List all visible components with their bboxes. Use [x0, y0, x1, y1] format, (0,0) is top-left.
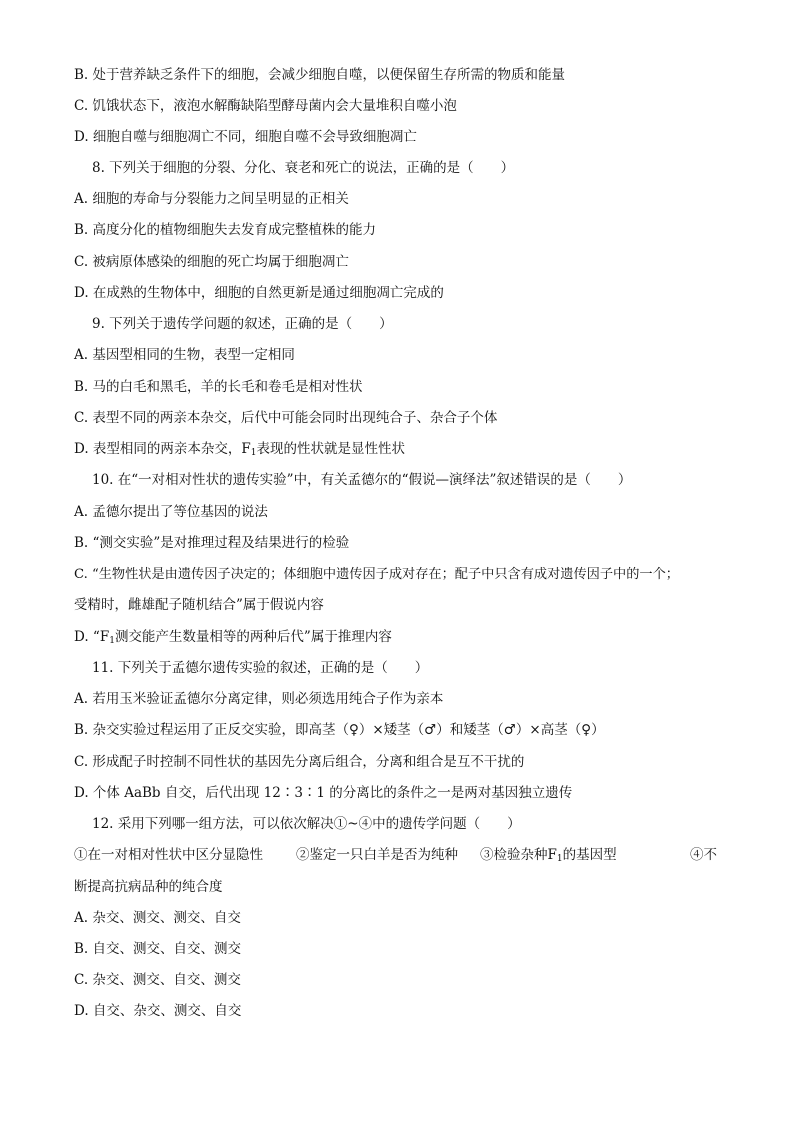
q12-option-d: D. 自交、杂交、测交、自交: [74, 1003, 242, 1019]
q12-stem: 12. 采用下列哪一组方法，可以依次解决①~④中的遗传学问题（ ）: [92, 816, 521, 832]
q10-option-d: D. “$F_1$测交能产生数量相等的两种后代”属于推理内容: [74, 629, 392, 646]
q10-option-c-line2: 受精时，雌雄配子随机结合”属于假说内容: [74, 597, 324, 613]
q7-option-c: C. 饥饿状态下，液泡水解酶缺陷型酵母菌内会大量堆积自噬小泡: [74, 98, 457, 114]
q9-stem: 9. 下列关于遗传学问题的叙述，正确的是（ ）: [92, 316, 393, 332]
q12-item-4-start: ④不: [690, 847, 717, 863]
q11-option-d: D. 个体 AaBb 自交，后代出现 12∶3∶1 的分离比的条件之一是两对基因独立遗传: [74, 785, 573, 801]
q12-item-4-end: 断提高抗病品种的纯合度: [74, 879, 223, 895]
q11-option-c: C. 形成配子时控制不同性状的基因先分离后组合，分离和组合是互不干扰的: [74, 754, 525, 770]
q8-option-a: A. 细胞的寿命与分裂能力之间呈明显的正相关: [74, 191, 349, 207]
q9-option-a: A. 基因型相同的生物，表型一定相同: [74, 347, 295, 363]
q10-option-b: B. “测交实验”是对推理过程及结果进行的检验: [74, 535, 350, 551]
q12-option-a: A. 杂交、测交、测交、自交: [74, 910, 241, 926]
q11-stem: 11. 下列关于孟德尔遗传实验的叙述，正确的是（ ）: [92, 660, 429, 676]
q8-stem: 8. 下列关于细胞的分裂、分化、衰老和死亡的说法，正确的是（ ）: [92, 160, 515, 176]
q12-item-1: ①在一对相对性状中区分显隐性: [74, 847, 263, 863]
q12-option-b: B. 自交、测交、自交、测交: [74, 941, 242, 957]
q12-item-2: ②鉴定一只白羊是否为纯种: [296, 847, 458, 863]
q10-option-a: A. 孟德尔提出了等位基因的说法: [74, 504, 268, 520]
q9-option-d: D. 表型相同的两亲本杂交，$F_1$表现的性状就是显性性状: [74, 441, 406, 458]
q10-option-c-line1: C. “生物性状是由遗传因子决定的；体细胞中遗传因子成对存在；配子中只含有成对遗传因子中的一个；: [74, 567, 679, 582]
q8-option-c: C. 被病原体感染的细胞的死亡均属于细胞凋亡: [74, 254, 349, 270]
q7-option-d: D. 细胞自噬与细胞凋亡不同，细胞自噬不会导致细胞凋亡: [74, 129, 417, 145]
q8-option-b: B. 高度分化的植物细胞失去发育成完整植株的能力: [74, 222, 377, 238]
q9-option-b: B. 马的白毛和黑毛，羊的长毛和卷毛是相对性状: [74, 379, 363, 395]
q8-option-d: D. 在成熟的生物体中，细胞的自然更新是通过细胞凋亡完成的: [74, 285, 444, 301]
q9-option-c: C. 表型不同的两亲本杂交，后代中可能会同时出现纯合子、杂合子个体: [74, 410, 498, 426]
q7-option-b: B. 处于营养缺乏条件下的细胞，会减少细胞自噬，以便保留生存所需的物质和能量: [74, 67, 566, 83]
q11-option-a: A. 若用玉米验证孟德尔分离定律，则必须选用纯合子作为亲本: [74, 691, 444, 707]
q10-stem: 10. 在“一对相对性状的遗传实验”中，有关孟德尔的“假说—演绎法”叙述错误的是（ ）: [92, 472, 632, 488]
q12-item-3: ③检验杂种$F_1$的基因型: [480, 847, 617, 864]
q12-option-c: C. 杂交、测交、自交、测交: [74, 972, 241, 988]
q11-option-b: B. 杂交实验过程运用了正反交实验，即高茎（♀）×矮茎（♂）和矮茎（♂）×高茎（♀）: [74, 722, 605, 738]
